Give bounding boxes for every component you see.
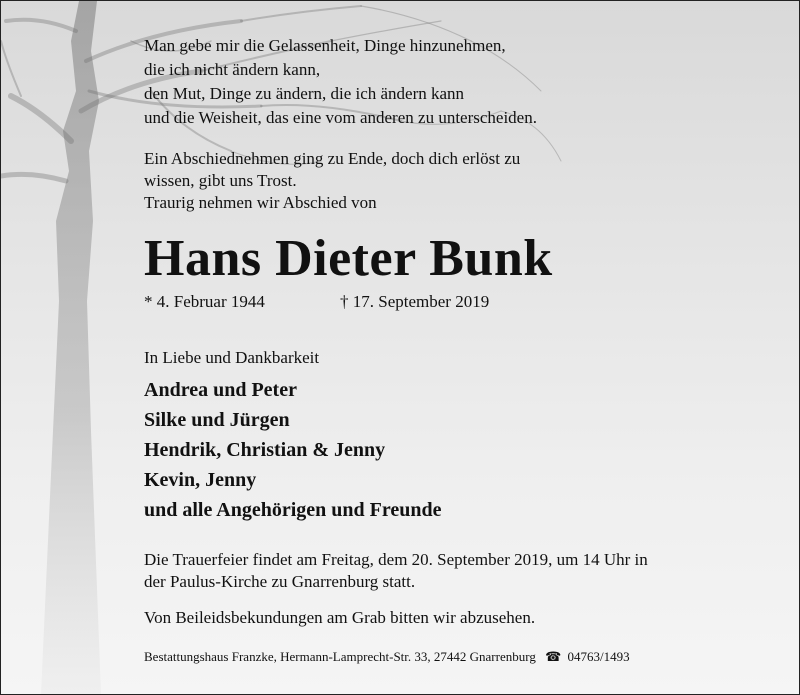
funeral-home-address: Bestattungshaus Franzke, Hermann-Lamprecht-Str. 33, 27442 Gnarrenburg <box>144 649 536 664</box>
mourners-intro: In Liebe und Dankbarkeit <box>144 348 320 367</box>
mourner-name: Hendrik, Christian & Jenny <box>144 439 386 461</box>
mourner-name: Silke und Jürgen <box>144 409 290 431</box>
ceremony-line: der Paulus-Kirche zu Gnarrenburg statt. <box>144 572 416 591</box>
mourner-name: Andrea und Peter <box>144 379 297 401</box>
ceremony-info <box>144 549 774 593</box>
funeral-home-footer <box>144 649 630 665</box>
mourner-name: Kevin, Jenny <box>144 469 257 491</box>
poem <box>144 34 537 130</box>
poem-line: den Mut, Dinge zu ändern, die ich ändern kann <box>144 84 465 103</box>
mourner-name: und alle Angehörigen und Freunde <box>144 499 442 521</box>
ceremony-line: Die Trauerfeier findet am Freitag, dem 20. September 2019, um 14 Uhr in <box>144 550 648 569</box>
deceased-name: Hans Dieter Bunk <box>144 230 553 287</box>
poem-line: und die Weisheit, das eine vom anderen zu unterscheiden. <box>144 108 537 127</box>
poem-line: Man gebe mir die Gelassenheit, Dinge hinzunehmen, <box>144 36 506 55</box>
condolence-note: Von Beileidsbekundungen am Grab bitten wir abzusehen. <box>144 608 536 627</box>
telephone-icon: ☎ <box>545 649 562 664</box>
birth-date: * 4. Februar 1944 <box>144 292 265 311</box>
death-date: † 17. September 2019 <box>340 292 490 311</box>
poem-line: die ich nicht ändern kann, <box>144 60 321 79</box>
intro-line: Traurig nehmen wir Abschied von <box>144 193 377 212</box>
phone-number: 04763/1493 <box>567 649 630 664</box>
mourners-list <box>144 375 441 525</box>
intro-line: wissen, gibt uns Trost. <box>144 171 297 190</box>
intro-line: Ein Abschiednehmen ging zu Ende, doch dich erlöst zu <box>144 149 521 168</box>
intro-text <box>144 148 520 214</box>
